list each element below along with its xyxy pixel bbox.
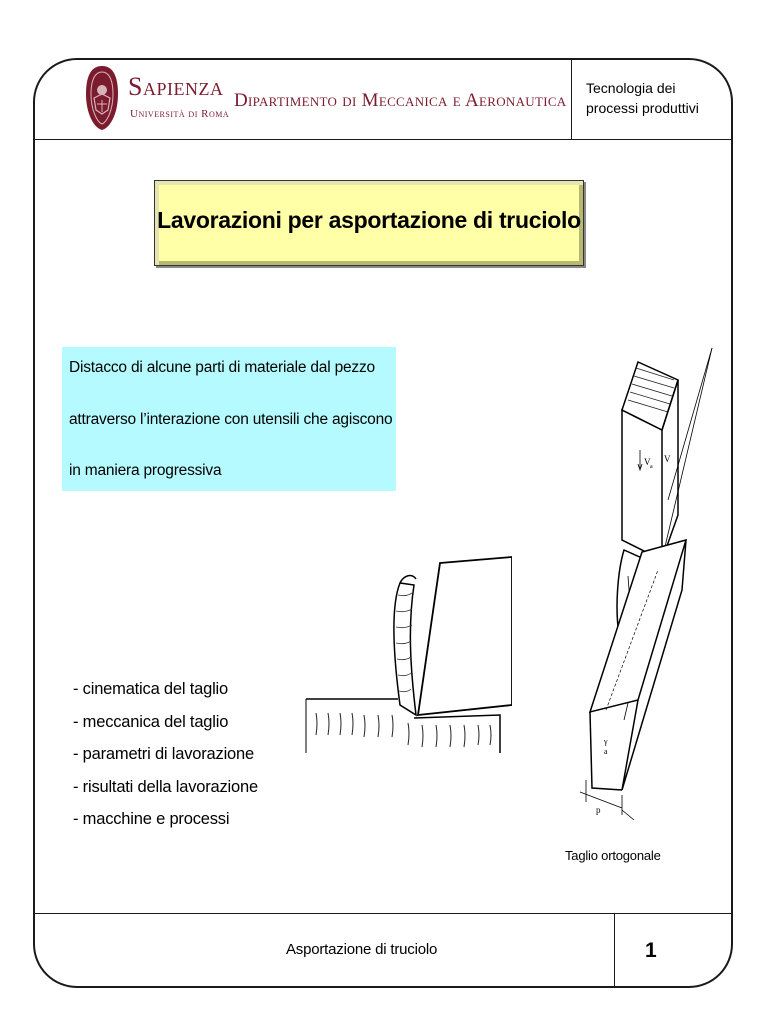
- velocity-va-label: V: [644, 457, 651, 467]
- list-item: - meccanica del taglio: [73, 712, 229, 731]
- figure-caption: Taglio ortogonale: [565, 848, 661, 863]
- definition-line: attraverso l’interazione con utensili che agiscono: [69, 411, 393, 428]
- list-item: - parametri di lavorazione: [73, 745, 254, 763]
- course-title-line1: Tecnologia dei: [586, 80, 676, 96]
- velocity-va-subscript: a: [650, 464, 653, 470]
- department-name: Dipartimento di Meccanica e Aeronautica: [234, 90, 567, 111]
- footer-divider: [34, 913, 732, 914]
- definition-line: Distacco di alcune parti di materiale dal pezzo: [69, 359, 375, 376]
- brand-name: Sapienza: [128, 72, 224, 101]
- header-vertical-divider: [571, 59, 572, 139]
- definition-line: in maniera progressiva: [69, 462, 222, 479]
- footer-section-title: Asportazione di truciolo: [286, 941, 438, 958]
- university-seal-logo: [84, 64, 120, 132]
- course-title-line2: processi produttivi: [586, 100, 699, 116]
- definition-box: [62, 347, 396, 491]
- velocity-v-label: V: [664, 454, 671, 464]
- list-item: - macchine e processi: [73, 810, 230, 828]
- list-item: - risultati della lavorazione: [73, 777, 258, 796]
- list-item: - cinematica del taglio: [73, 680, 228, 698]
- header-divider: [34, 139, 732, 140]
- dimension-p-label: p: [596, 805, 601, 815]
- course-title: [586, 78, 726, 118]
- orthogonal-cutting-illustration: [566, 340, 718, 830]
- topics-list: [73, 673, 258, 836]
- slide-title-box: [154, 180, 584, 266]
- page-number: 1: [645, 939, 657, 962]
- brand-subtitle: Università di Roma: [130, 108, 230, 120]
- footer-vertical-divider: [614, 913, 615, 987]
- cutting-tool-illustration: [300, 555, 512, 755]
- depth-a-label: a: [604, 747, 608, 756]
- gamma-label: γ: [604, 737, 608, 746]
- slide-title: Lavorazioni per asportazione di truciolo: [157, 207, 581, 233]
